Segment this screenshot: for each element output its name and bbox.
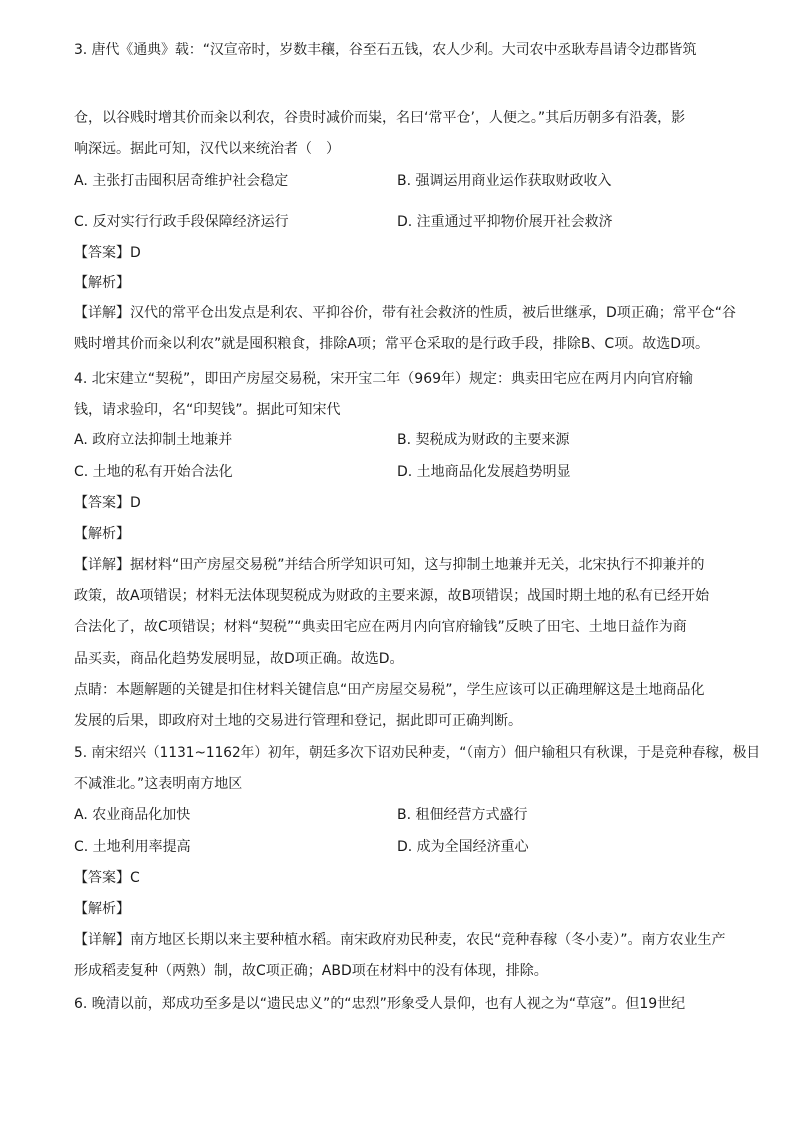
q3-option-b: B. 强调运用商业运作获取财政收入 <box>397 173 612 189</box>
q4-stem-line-1: 4. 北宋建立“契税”，即田产房屋交易税，宋开宝二年（969年）规定：典卖田宅应在两月内向官府输 <box>74 371 694 387</box>
q5-option-b: B. 租佃经营方式盛行 <box>397 807 528 823</box>
q5-analysis-label: 【解析】 <box>74 901 130 917</box>
q4-answer: 【答案】D <box>74 495 141 511</box>
q3-analysis-label: 【解析】 <box>74 275 130 291</box>
q4-detail-line-4: 品买卖，商品化趋势发展明显，故D项正确。故选D。 <box>74 651 404 667</box>
q3-detail-line-2: 贱时增其价而籴以利农”就是囤积粮食，排除A项；常平仓采取的是行政手段，排除B、C项。故选D项。 <box>74 336 709 352</box>
q5-detail-line-2: 形成稻麦复种（两熟）制，故C项正确；ABD项在材料中的没有体现，排除。 <box>74 963 548 979</box>
q3-stem-line-3: 响深远。据此可知，汉代以来统治者（ ） <box>74 141 340 157</box>
q3-option-a: A. 主张打击囤积居奇维护社会稳定 <box>74 173 289 189</box>
q5-option-a: A. 农业商品化加快 <box>74 807 191 823</box>
q4-stem-line-2: 钱，请求验印，名“印契钱”。据此可知宋代 <box>74 402 341 418</box>
q3-detail-line-1: 【详解】汉代的常平仓出发点是利农、平抑谷价，带有社会救济的性质，被后世继承，D项正确；常平仓“谷 <box>74 305 737 321</box>
q3-option-d: D. 注重通过平抑物价展开社会救济 <box>397 214 613 230</box>
q6-stem-line-1: 6. 晚清以前，郑成功至多是以“遗民忠义”的“忠烈”形象受人景仰，也有人视之为“草寇”。但19世纪 <box>74 996 686 1012</box>
q3-stem-line-1: 3. 唐代《通典》载：“汉宣帝时，岁数丰穰，谷至石五钱，农人少利。大司农中丞耿寿昌请令边郡皆筑 <box>74 42 697 58</box>
q4-option-c: C. 土地的私有开始合法化 <box>74 464 233 480</box>
q3-answer: 【答案】D <box>74 245 141 261</box>
q5-answer: 【答案】C <box>74 870 140 886</box>
q4-option-a: A. 政府立法抑制土地兼并 <box>74 432 233 448</box>
q5-stem-line-2: 不减淮北。”这表明南方地区 <box>74 776 243 792</box>
q5-stem-line-1: 5. 南宋绍兴（1131~1162年）初年，朝廷多次下诏劝民种麦，“（南方）佃户输租只有秋课，于是竞种春稼，极目 <box>74 745 761 761</box>
q5-detail-line-1: 【详解】南方地区长期以来主要种植水稻。南宋政府劝民种麦，农民“竞种春稼（冬小麦）”。南方农业生产 <box>74 932 726 948</box>
q3-stem-line-2: 仓，以谷贱时增其价而籴以利农，谷贵时减价而粜，名曰‘常平仓’，人便之。”其后历朝多有沿袭，影 <box>74 110 686 126</box>
q4-note-line-1: 点睛：本题解题的关键是扣住材料关键信息“田产房屋交易税”，学生应该可以正确理解这是土地商品化 <box>74 682 705 698</box>
q5-option-c: C. 土地利用率提高 <box>74 839 191 855</box>
q4-detail-line-2: 政策，故A项错误；材料无法体现契税成为财政的主要来源，故B项错误；战国时期土地的私有已经开始 <box>74 588 710 604</box>
q3-option-c: C. 反对实行行政手段保障经济运行 <box>74 214 289 230</box>
q4-detail-line-1: 【详解】据材料“田产房屋交易税”并结合所学知识可知，这与抑制土地兼并无关，北宋执行不抑兼并的 <box>74 557 705 573</box>
q4-analysis-label: 【解析】 <box>74 526 130 542</box>
q4-option-d: D. 土地商品化发展趋势明显 <box>397 464 571 480</box>
q5-option-d: D. 成为全国经济重心 <box>397 839 529 855</box>
q4-option-b: B. 契税成为财政的主要来源 <box>397 432 570 448</box>
q4-note-line-2: 发展的后果，即政府对土地的交易进行管理和登记，据此即可正确判断。 <box>74 713 522 729</box>
q4-detail-line-3: 合法化了，故C项错误；材料“契税”“典卖田宅应在两月内向官府输钱”反映了田宅、土地日益作为商 <box>74 619 687 635</box>
